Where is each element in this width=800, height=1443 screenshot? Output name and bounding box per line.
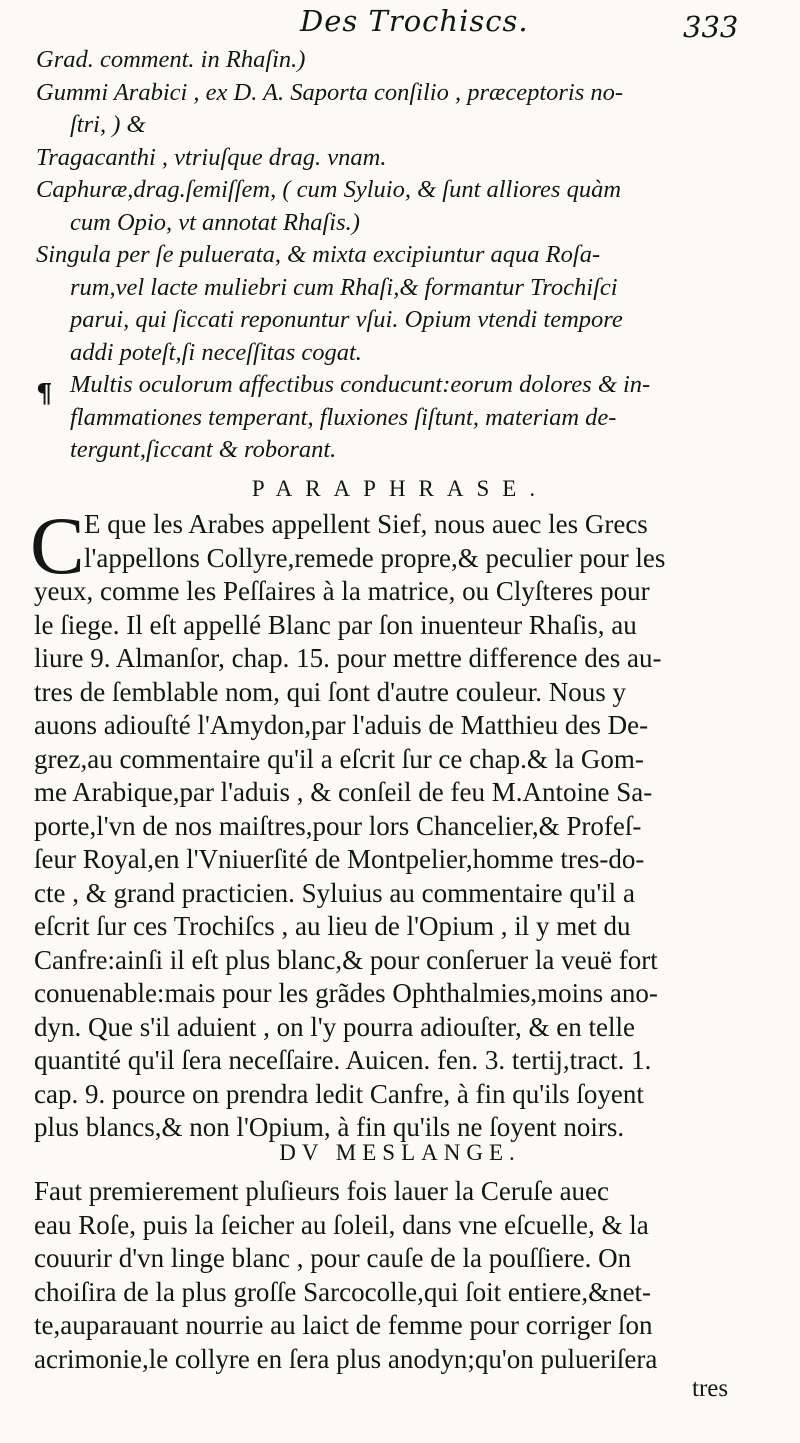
text-line: E que les Arabes appellent Sief, nous auec les Grecs [84,509,648,539]
latin-line: ſtri, ) & [70,111,146,138]
text-line: tres de ſemblable nom, qui ſont d'autre couleur. Nous y [34,676,626,707]
text-line: Canfre:ainſi il eſt plus blanc,& pour conſeruer la veuë fort [34,944,658,975]
text-line: dyn. Que s'il aduient , on l'y pourra adiouſter, & en telle [34,1011,636,1042]
text-line: me Arabique,par l'aduis , & conſeil de feu M.Antoine Sa- [34,777,653,807]
page-header [0,4,800,44]
text-line: plus blancs,& non l'Opium, à fin qu'ils ne ſoyent noirs. [34,1112,625,1142]
text-line: ſeur Royal,en l'Vniuerſité de Montpelier,homme tres-do- [34,844,645,874]
meslange-text [34,1175,774,1376]
drop-cap: C [30,500,85,591]
latin-line: rum,vel lacte muliebri cum Rhaſi,& formantur Trochiſci [70,273,618,301]
text-line: grez,au commentaire qu'il a eſcrit ſur ce chap.& la Gom- [34,743,644,774]
latin-line: Multis oculorum affectibus conducunt:eorum dolores & in- [70,371,651,398]
latin-line: Caphuræ,drag.ſemiſſem, ( cum Syluio, & ſunt alliores quàm [36,176,622,203]
running-title: Des Trochiscs. [300,4,529,38]
latin-line: tergunt,ſiccant & roborant. [70,436,337,463]
page-number: 333 [683,10,739,44]
section-heading-paraphrase: PARAPHRASE. [251,476,549,501]
text-line: choiſira de la plus groſſe Sarcocolle,qui ſoit entiere,&net- [34,1276,652,1307]
paraphrase-text [34,508,774,1145]
text-line: yeux, comme les Peſſaires à la matrice, ou Clyſteres pour [34,576,650,606]
latin-line: Singula per ſe puluerata, & mixta excipiuntur aqua Roſa- [36,241,601,268]
latin-line: Gummi Arabici , ex D. A. Saporta conſilio , præceptoris no- [36,78,624,106]
latin-line: cum Opio, vt annotat Rhaſis.) [70,208,360,236]
text-line: te,auparauant nourrie au laict de femme pour corriger ſon [34,1310,653,1340]
latin-line: flammationes temperant, fluxiones ſiſtunt, materiam de- [70,403,617,431]
latin-line: parui, qui ſiccati reponuntur vſui. Opium vtendi tempore [70,306,623,333]
text-line: eau Roſe, puis la ſeicher au ſoleil, dans vne eſcuelle, & la [34,1209,649,1240]
section-heading-meslange: DV MESLANGE. [279,1140,521,1165]
text-line: le ſiege. Il eſt appellé Blanc par ſon inuenteur Rhaſis, au [34,609,637,640]
text-line: couurir d'vn linge blanc , pour cauſe de la pouſſiere. On [34,1243,632,1273]
text-line: acrimonie,le collyre en ſera plus anodyn;qu'on pulueriſera [34,1343,658,1374]
text-line: l'appellons Collyre,remede propre,& peculier pour les [84,542,666,573]
text-line: auons adiouſté l'Amydon,par l'aduis de Matthieu des De- [34,710,649,740]
text-line: eſcrit ſur ces Trochiſcs , au lieu de l'Opium , il y met du [34,911,631,941]
text-line: cap. 9. pource on prendra ledit Canfre, à fin qu'ils ſoyent [34,1078,644,1109]
latin-line: Tragacanthi , vtriuſque drag. vnam. [36,143,387,171]
latin-recipe [36,44,764,467]
catchword: tres [692,1375,729,1402]
text-line: liure 9. Almanſor, chap. 15. pour mettre difference des au- [34,643,662,673]
latin-line: Grad. comment. in Rhaſin.) [36,46,306,73]
pilcrow-mark: ¶ [36,379,53,409]
latin-line: addi poteſt,ſi neceſſitas cogat. [70,338,362,366]
text-line: conuenable:mais pour les grãdes Ophthalmies,moins ano- [34,978,658,1008]
text-line: cte , & grand practicien. Syluius au commentaire qu'il a [34,877,635,908]
text-line: Faut premierement pluſieurs fois lauer la Ceruſe auec [34,1176,610,1206]
text-line: porte,l'vn de nos maiſtres,pour lors Chancelier,& Profeſ- [34,810,642,841]
text-line: quantité qu'il ſera neceſſaire. Auicen. fen. 3. tertij,tract. 1. [34,1045,652,1075]
